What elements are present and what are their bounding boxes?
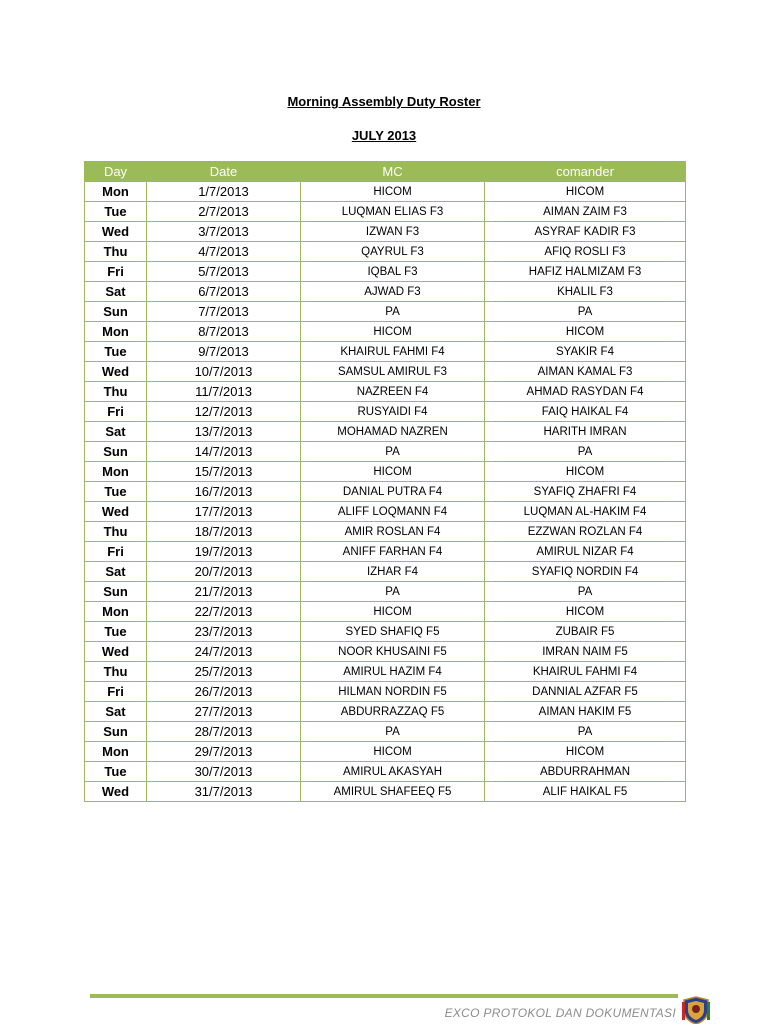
cell-commander: PA (485, 582, 686, 602)
cell-mc: RUSYAIDI F4 (301, 402, 485, 422)
cell-day: Sat (85, 562, 147, 582)
cell-commander: HICOM (485, 182, 686, 202)
cell-commander: SYAFIQ NORDIN F4 (485, 562, 686, 582)
cell-commander: ZUBAIR F5 (485, 622, 686, 642)
cell-commander: HICOM (485, 322, 686, 342)
cell-commander: HARITH IMRAN (485, 422, 686, 442)
cell-date: 31/7/2013 (147, 782, 301, 802)
cell-commander: ASYRAF KADIR F3 (485, 222, 686, 242)
cell-mc: ALIFF LOQMANN F4 (301, 502, 485, 522)
cell-date: 15/7/2013 (147, 462, 301, 482)
cell-date: 12/7/2013 (147, 402, 301, 422)
table-row (85, 582, 686, 602)
cell-commander: EZZWAN ROZLAN F4 (485, 522, 686, 542)
cell-day: Tue (85, 482, 147, 502)
cell-date: 14/7/2013 (147, 442, 301, 462)
cell-mc: LUQMAN ELIAS F3 (301, 202, 485, 222)
table-row (85, 402, 686, 422)
page-title: Morning Assembly Duty Roster (287, 94, 481, 109)
table-row (85, 682, 686, 702)
cell-mc: AMIRUL AKASYAH (301, 762, 485, 782)
cell-day: Sat (85, 702, 147, 722)
cell-mc: PA (301, 722, 485, 742)
cell-commander: SYAFIQ ZHAFRI F4 (485, 482, 686, 502)
cell-commander: PA (485, 302, 686, 322)
cell-day: Tue (85, 762, 147, 782)
table-row (85, 422, 686, 442)
school-crest-icon (680, 996, 712, 1024)
cell-day: Tue (85, 622, 147, 642)
cell-mc: HILMAN NORDIN F5 (301, 682, 485, 702)
cell-date: 17/7/2013 (147, 502, 301, 522)
cell-day: Tue (85, 342, 147, 362)
table-row (85, 282, 686, 302)
cell-date: 20/7/2013 (147, 562, 301, 582)
table-row (85, 562, 686, 582)
cell-date: 10/7/2013 (147, 362, 301, 382)
cell-mc: SAMSUL AMIRUL F3 (301, 362, 485, 382)
table-row (85, 762, 686, 782)
cell-day: Mon (85, 322, 147, 342)
cell-day: Thu (85, 662, 147, 682)
cell-mc: HICOM (301, 182, 485, 202)
cell-commander: SYAKIR F4 (485, 342, 686, 362)
cell-day: Fri (85, 542, 147, 562)
cell-date: 16/7/2013 (147, 482, 301, 502)
cell-mc: AJWAD F3 (301, 282, 485, 302)
table-header (85, 162, 686, 182)
table-row (85, 322, 686, 342)
cell-day: Mon (85, 182, 147, 202)
table-row (85, 722, 686, 742)
table-body (85, 182, 686, 802)
cell-date: 24/7/2013 (147, 642, 301, 662)
cell-mc: AMIRUL HAZIM F4 (301, 662, 485, 682)
cell-commander: KHAIRUL FAHMI F4 (485, 662, 686, 682)
cell-mc: HICOM (301, 462, 485, 482)
table-row (85, 662, 686, 682)
cell-commander: DANNIAL AZFAR F5 (485, 682, 686, 702)
cell-commander: AMIRUL NIZAR F4 (485, 542, 686, 562)
cell-date: 3/7/2013 (147, 222, 301, 242)
cell-day: Wed (85, 222, 147, 242)
cell-day: Mon (85, 462, 147, 482)
cell-day: Fri (85, 402, 147, 422)
cell-commander: AIMAN KAMAL F3 (485, 362, 686, 382)
cell-date: 25/7/2013 (147, 662, 301, 682)
table-row (85, 622, 686, 642)
cell-mc: MOHAMAD NAZREN (301, 422, 485, 442)
table-row (85, 302, 686, 322)
cell-date: 18/7/2013 (147, 522, 301, 542)
table-row (85, 202, 686, 222)
cell-date: 27/7/2013 (147, 702, 301, 722)
cell-mc: PA (301, 302, 485, 322)
table-row (85, 742, 686, 762)
cell-mc: IZWAN F3 (301, 222, 485, 242)
cell-commander: HAFIZ HALMIZAM F3 (485, 262, 686, 282)
cell-day: Sun (85, 442, 147, 462)
cell-commander: FAIQ HAIKAL F4 (485, 402, 686, 422)
cell-commander: PA (485, 722, 686, 742)
cell-commander: HICOM (485, 602, 686, 622)
cell-commander: HICOM (485, 462, 686, 482)
cell-date: 9/7/2013 (147, 342, 301, 362)
footer-text: EXCO PROTOKOL DAN DOKUMENTASI (444, 1006, 676, 1020)
page-subtitle-month: JULY 2013 (351, 128, 417, 143)
cell-date: 23/7/2013 (147, 622, 301, 642)
cell-day: Mon (85, 602, 147, 622)
cell-day: Wed (85, 642, 147, 662)
column-header-commander: comander (485, 162, 686, 182)
cell-commander: AIMAN ZAIM F3 (485, 202, 686, 222)
cell-day: Sun (85, 302, 147, 322)
cell-date: 21/7/2013 (147, 582, 301, 602)
cell-commander: PA (485, 442, 686, 462)
table-row (85, 522, 686, 542)
cell-date: 4/7/2013 (147, 242, 301, 262)
column-header-mc: MC (301, 162, 485, 182)
cell-date: 19/7/2013 (147, 542, 301, 562)
cell-date: 11/7/2013 (147, 382, 301, 402)
cell-day: Thu (85, 382, 147, 402)
cell-date: 29/7/2013 (147, 742, 301, 762)
cell-day: Fri (85, 262, 147, 282)
table-row (85, 782, 686, 802)
table-row (85, 542, 686, 562)
cell-date: 6/7/2013 (147, 282, 301, 302)
table-row (85, 462, 686, 482)
table-row (85, 502, 686, 522)
cell-day: Tue (85, 202, 147, 222)
table-row (85, 242, 686, 262)
cell-commander: AIMAN HAKIM F5 (485, 702, 686, 722)
column-header-date: Date (147, 162, 301, 182)
cell-date: 13/7/2013 (147, 422, 301, 442)
cell-day: Wed (85, 502, 147, 522)
cell-date: 8/7/2013 (147, 322, 301, 342)
cell-date: 22/7/2013 (147, 602, 301, 622)
cell-day: Thu (85, 242, 147, 262)
cell-mc: AMIRUL SHAFEEQ F5 (301, 782, 485, 802)
cell-mc: HICOM (301, 602, 485, 622)
column-header-day: Day (85, 162, 147, 182)
cell-commander: AFIQ ROSLI F3 (485, 242, 686, 262)
table-row (85, 222, 686, 242)
cell-mc: PA (301, 582, 485, 602)
cell-commander: KHALIL F3 (485, 282, 686, 302)
cell-day: Wed (85, 362, 147, 382)
table-row (85, 442, 686, 462)
table-row (85, 482, 686, 502)
cell-mc: HICOM (301, 322, 485, 342)
footer-divider (90, 994, 678, 998)
cell-day: Sat (85, 282, 147, 302)
cell-mc: AMIR ROSLAN F4 (301, 522, 485, 542)
cell-mc: IZHAR F4 (301, 562, 485, 582)
table-row (85, 702, 686, 722)
cell-day: Sun (85, 722, 147, 742)
table-row (85, 262, 686, 282)
cell-commander: ABDURRAHMAN (485, 762, 686, 782)
cell-commander: HICOM (485, 742, 686, 762)
table-row (85, 362, 686, 382)
cell-day: Sun (85, 582, 147, 602)
cell-mc: NOOR KHUSAINI F5 (301, 642, 485, 662)
table-row (85, 602, 686, 622)
table-row (85, 642, 686, 662)
cell-mc: ANIFF FARHAN F4 (301, 542, 485, 562)
cell-day: Sat (85, 422, 147, 442)
cell-mc: NAZREEN F4 (301, 382, 485, 402)
table-row (85, 182, 686, 202)
cell-date: 7/7/2013 (147, 302, 301, 322)
cell-mc: QAYRUL F3 (301, 242, 485, 262)
cell-mc: PA (301, 442, 485, 462)
cell-date: 1/7/2013 (147, 182, 301, 202)
cell-date: 5/7/2013 (147, 262, 301, 282)
cell-commander: AHMAD RASYDAN F4 (485, 382, 686, 402)
cell-mc: HICOM (301, 742, 485, 762)
cell-day: Mon (85, 742, 147, 762)
cell-mc: ABDURRAZZAQ F5 (301, 702, 485, 722)
cell-day: Thu (85, 522, 147, 542)
table-row (85, 382, 686, 402)
cell-mc: IQBAL F3 (301, 262, 485, 282)
cell-date: 30/7/2013 (147, 762, 301, 782)
cell-day: Fri (85, 682, 147, 702)
cell-commander: ALIF HAIKAL F5 (485, 782, 686, 802)
table-header-row (85, 162, 686, 182)
cell-day: Wed (85, 782, 147, 802)
duty-roster-table (84, 161, 686, 802)
cell-mc: KHAIRUL FAHMI F4 (301, 342, 485, 362)
cell-date: 28/7/2013 (147, 722, 301, 742)
cell-commander: IMRAN NAIM F5 (485, 642, 686, 662)
cell-mc: SYED SHAFIQ F5 (301, 622, 485, 642)
cell-commander: LUQMAN AL-HAKIM F4 (485, 502, 686, 522)
cell-date: 2/7/2013 (147, 202, 301, 222)
cell-date: 26/7/2013 (147, 682, 301, 702)
cell-mc: DANIAL PUTRA F4 (301, 482, 485, 502)
table-row (85, 342, 686, 362)
